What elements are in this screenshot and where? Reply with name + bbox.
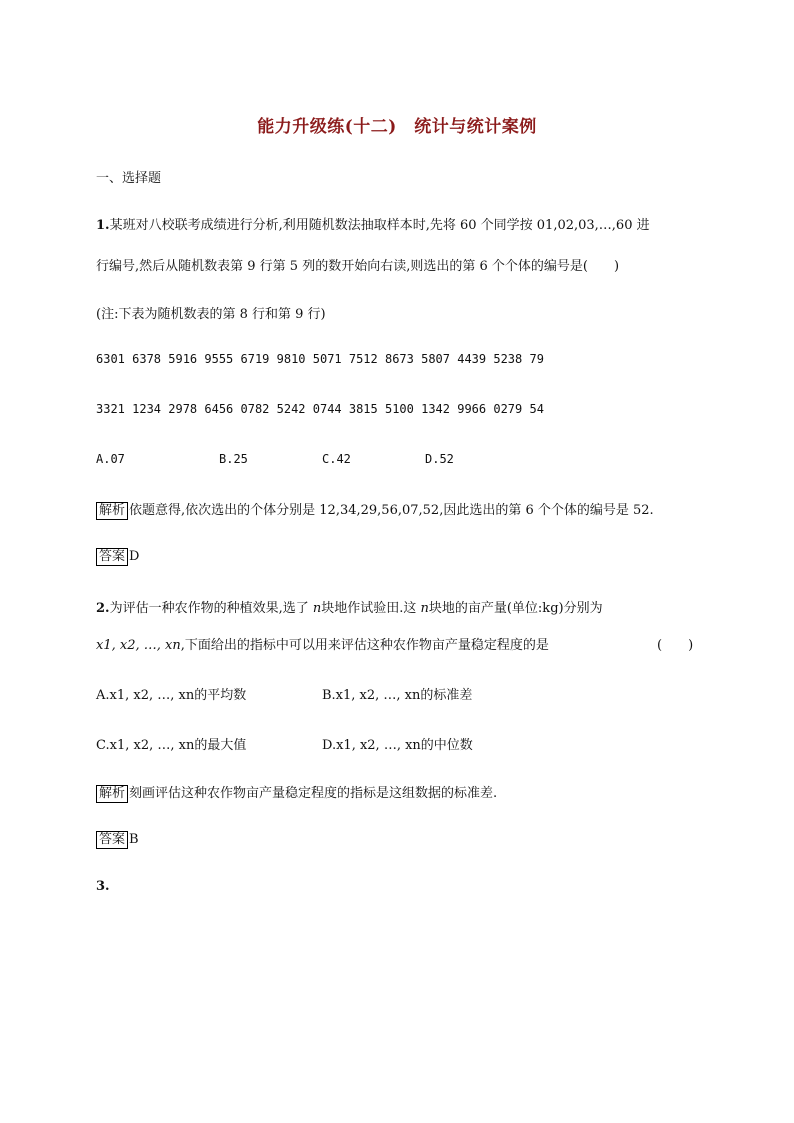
question-1-note: (注:下表为随机数表的第 8 行和第 9 行) bbox=[96, 307, 326, 322]
analysis-label: 解析 bbox=[96, 502, 128, 520]
answer-value: D bbox=[129, 549, 140, 564]
question-2-line-1 bbox=[96, 597, 603, 616]
question-1-number: 1. bbox=[96, 218, 110, 233]
answer-value: B bbox=[129, 832, 139, 847]
question-1-line-2: 行编号,然后从随机数表第 9 行第 5 列的数开始向右读,则选出的第 6 个个体的编号是( ) bbox=[96, 259, 620, 274]
question-1-text-1: 某班对八校联考成绩进行分析,利用随机数法抽取样本时,先将 60 个同学按 01,02,03,…,60 进 bbox=[109, 218, 650, 233]
question-2-text-b: 块地作试验田.这 bbox=[321, 601, 421, 616]
question-1-line-1 bbox=[96, 214, 650, 233]
option-c: C.42 bbox=[322, 452, 351, 466]
answer-label: 答案 bbox=[96, 548, 128, 566]
question-2-text-2: ,下面给出的指标中可以用来评估这种农作物亩产量稳定程度的是 bbox=[180, 638, 549, 653]
question-1-analysis bbox=[96, 499, 654, 520]
analysis-label: 解析 bbox=[96, 785, 128, 803]
option-d: D.52 bbox=[425, 452, 454, 466]
question-2-text-c: 块地的亩产量(单位:kg)分别为 bbox=[428, 601, 603, 616]
option-d: D.x1, x2, …, xn的中位数 bbox=[322, 738, 473, 753]
option-b: B.25 bbox=[219, 452, 248, 466]
question-2-analysis bbox=[96, 782, 497, 803]
question-3-number: 3. bbox=[96, 879, 110, 894]
section-heading: 一、选择题 bbox=[96, 171, 162, 186]
sequence-x: x1, x2, …, xn bbox=[96, 638, 181, 653]
analysis-text: 依题意得,依次选出的个体分别是 12,34,29,56,07,52,因此选出的第 6 个个体的编号是 52. bbox=[129, 503, 654, 518]
option-c: C.x1, x2, …, xn的最大值 bbox=[96, 738, 247, 753]
question-1-answer bbox=[96, 548, 139, 566]
option-b: B.x1, x2, …, xn的标准差 bbox=[322, 688, 473, 703]
question-2-number: 2. bbox=[96, 601, 110, 616]
option-a: A.07 bbox=[96, 452, 125, 466]
answer-label: 答案 bbox=[96, 831, 128, 849]
random-table-row-8: 6301 6378 5916 9555 6719 9810 5071 7512 8673 5807 4439 5238 79 bbox=[96, 352, 544, 366]
answer-paren: ( ) bbox=[657, 638, 694, 653]
option-a: A.x1, x2, …, xn的平均数 bbox=[96, 688, 247, 703]
question-2-text-a: 为评估一种农作物的种植效果,选了 bbox=[109, 601, 313, 616]
random-table-row-9: 3321 1234 2978 6456 0782 5242 0744 3815 5100 1342 9966 0279 54 bbox=[96, 402, 544, 416]
analysis-text: 刻画评估这种农作物亩产量稳定程度的指标是这组数据的标准差. bbox=[129, 786, 498, 801]
page-title: 能力升级练(十二) 统计与统计案例 bbox=[257, 117, 537, 137]
question-2-line-2 bbox=[96, 634, 549, 653]
variable-n-2: n bbox=[420, 601, 429, 616]
question-2-answer bbox=[96, 831, 139, 849]
variable-n: n bbox=[312, 601, 322, 616]
